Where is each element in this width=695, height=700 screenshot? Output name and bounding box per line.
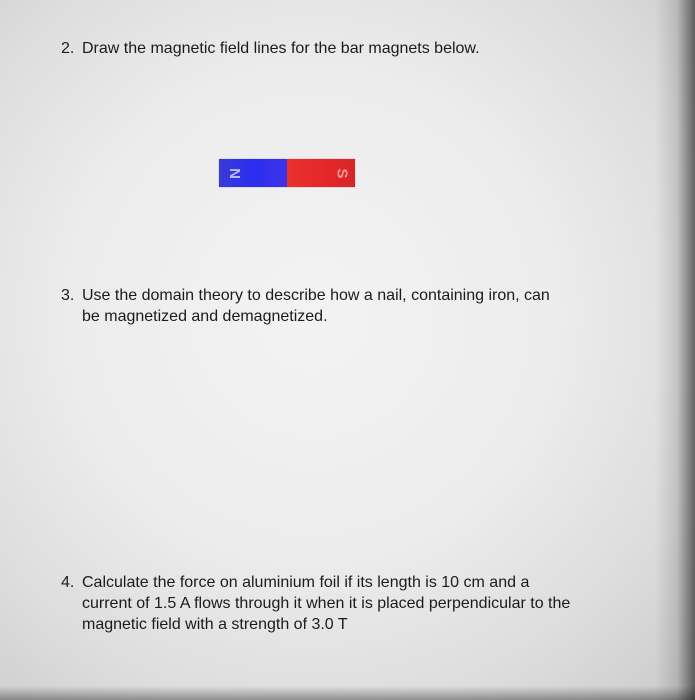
question-text-line: current of 1.5 A flows through it when it is placed perpendicular to the [82,595,571,612]
question-4 [61,572,661,635]
question-text-line: Calculate the force on aluminium foil if its length is 10 cm and a [82,574,530,591]
question-number: 4. [61,574,75,591]
question-text-line: Use the domain theory to describe how a nail, containing iron, can [82,287,550,304]
question-3 [61,285,641,327]
question-text-line: Draw the magnetic field lines for the bar magnets below. [82,40,480,57]
south-pole [287,159,355,187]
question-number: 3. [61,287,75,304]
page-edge-shadow [655,0,695,700]
question-text-line: be magnetized and demagnetized. [82,308,328,325]
page-bottom-shadow [0,686,695,700]
question-2 [61,38,581,59]
question-number: 2. [61,40,75,57]
south-pole-label: S [333,167,351,179]
north-pole-label: N [225,167,243,179]
north-pole [219,159,287,187]
bar-magnet [219,159,355,187]
question-text-line: magnetic field with a strength of 3.0 T [82,616,348,633]
